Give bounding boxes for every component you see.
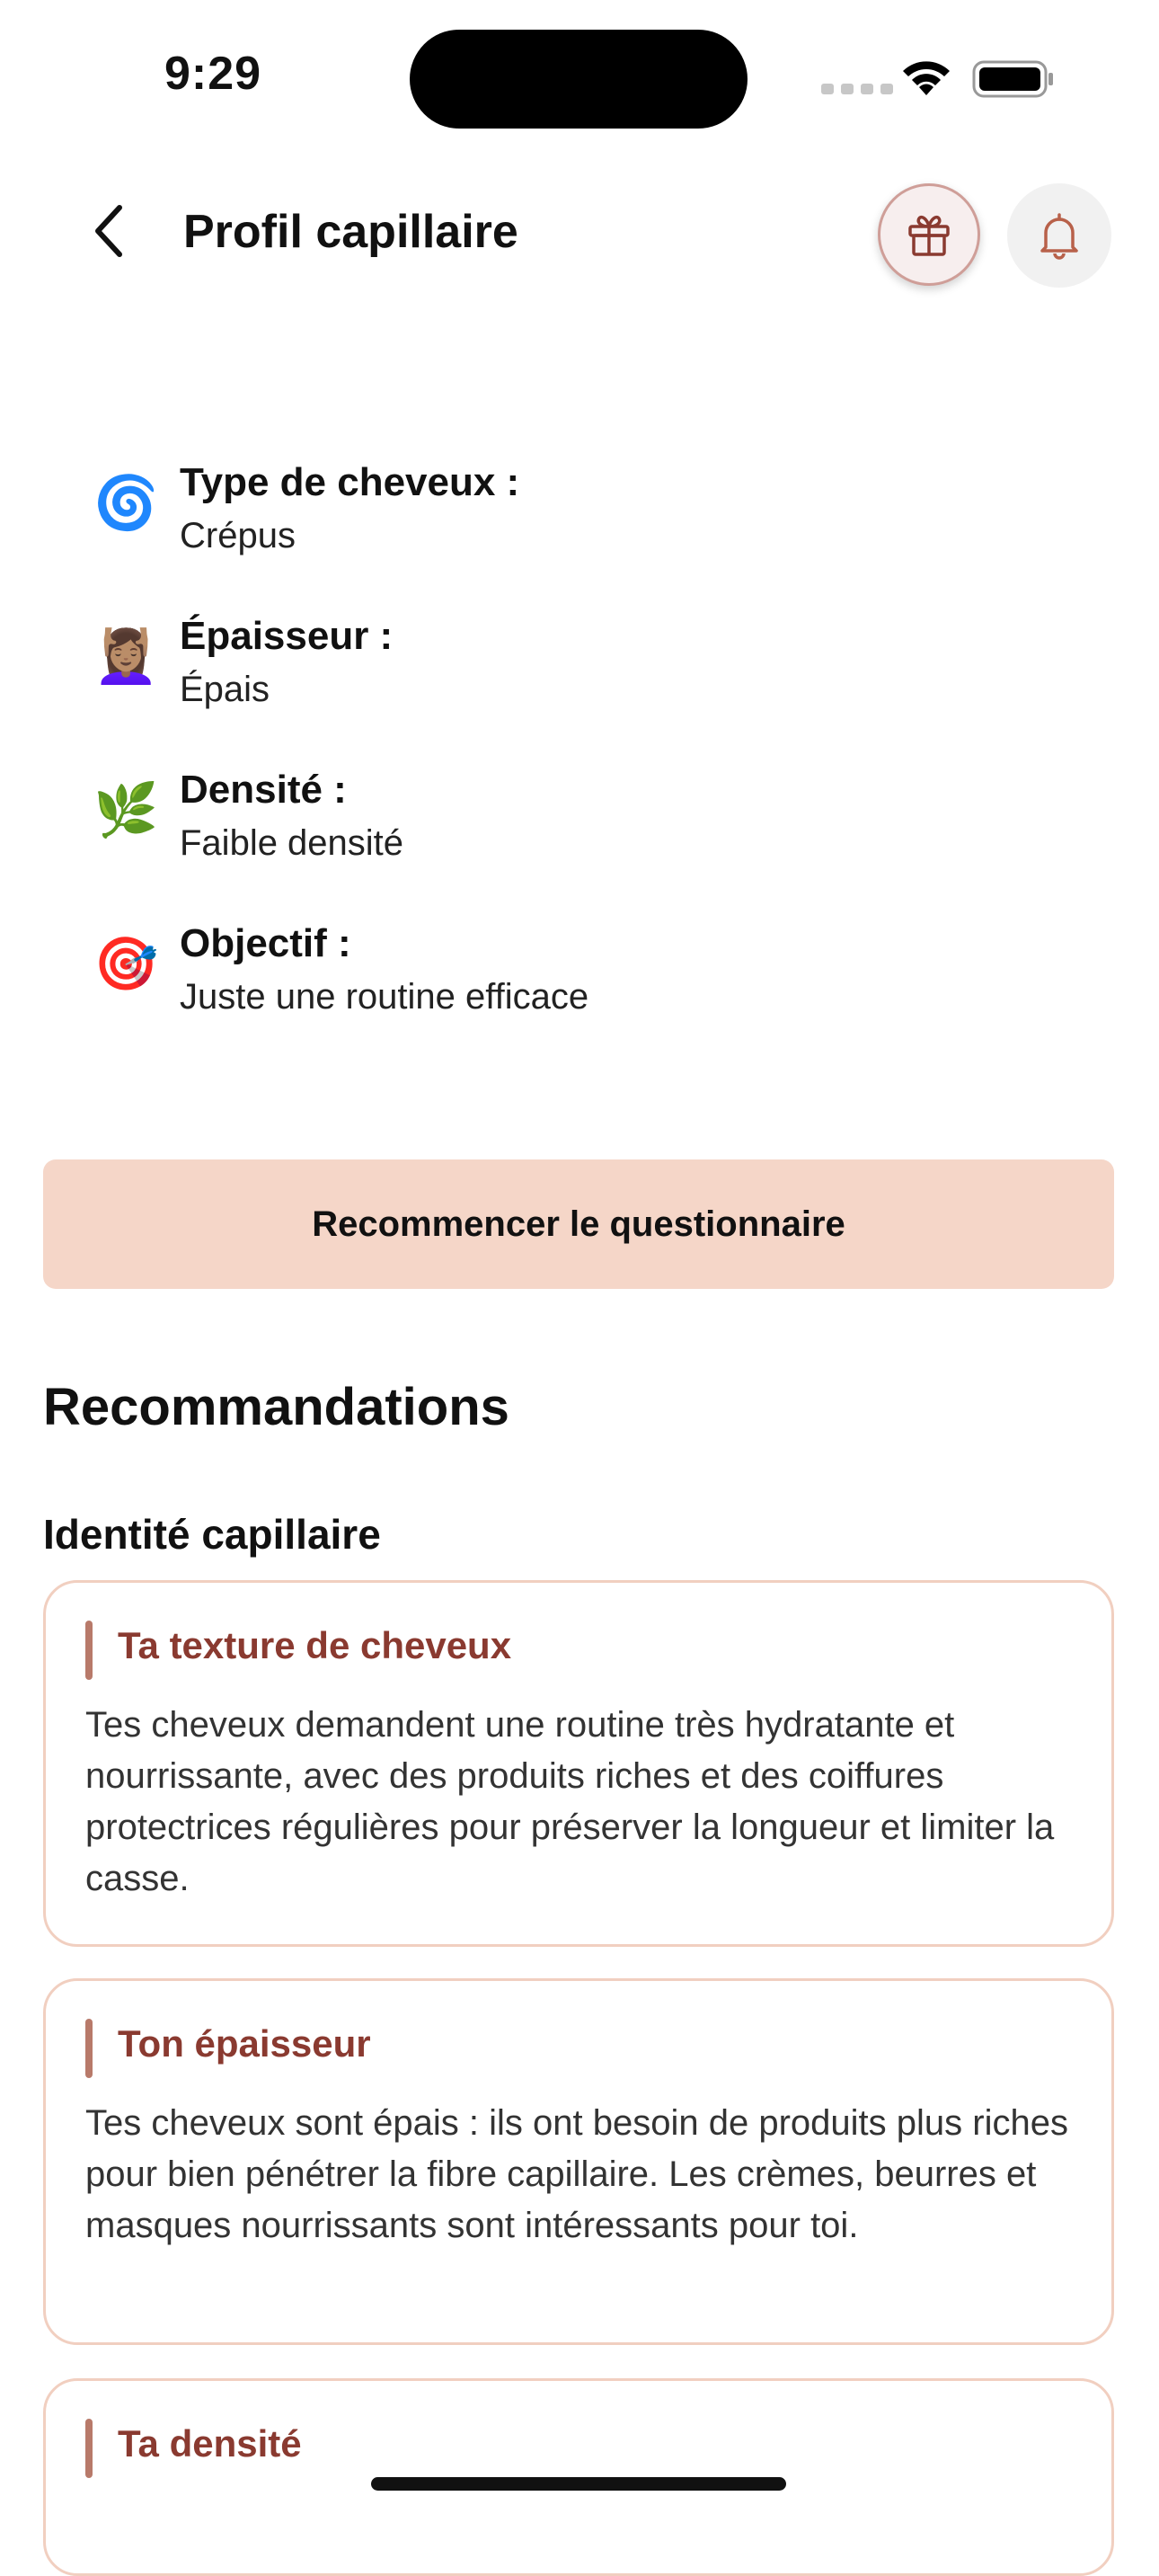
profile-label: Épaisseur :: [180, 614, 394, 658]
card-title: Ta texture de cheveux: [118, 1624, 512, 1666]
gift-icon: [906, 211, 952, 258]
card-body: Tes cheveux sont épais : ils ont besoin de produits plus riches pour bien pénétrer la fibre capillaire. Les crèmes, beurres et masques nourrissants sont intéressants pour toi.: [85, 2103, 1068, 2245]
profile-value: Juste une routine efficace: [180, 977, 589, 1017]
wifi-icon: [899, 56, 953, 102]
chevron-left-icon: [91, 204, 127, 258]
target-icon: 🎯: [93, 935, 159, 993]
card-title: Ta densité: [118, 2422, 302, 2465]
back-button[interactable]: [77, 200, 140, 262]
recommendation-card-thickness: [43, 1978, 1114, 2345]
herb-icon: 🌿: [93, 781, 159, 839]
profile-summary: [93, 460, 1082, 1075]
profile-row-goal: [93, 921, 1082, 1075]
page-title: Profil capillaire: [183, 206, 518, 258]
profile-row-density: [93, 768, 1082, 921]
card-accent-bar: [85, 1621, 93, 1680]
profile-label: Type de cheveux :: [180, 460, 520, 504]
profile-value: Faible densité: [180, 823, 404, 863]
card-accent-bar: [85, 2419, 93, 2478]
bell-icon: [1037, 211, 1082, 260]
battery-icon: [972, 59, 1055, 103]
status-time: 9:29: [164, 48, 262, 100]
cyclone-icon: 🌀: [93, 474, 159, 532]
home-indicator: [371, 2477, 786, 2491]
profile-value: Épais: [180, 670, 270, 709]
nav-header: [0, 171, 1159, 297]
head-massage-icon: 💆🏽‍♀️: [93, 627, 159, 686]
cellular-signal-icon: [821, 84, 893, 94]
profile-row-thickness: [93, 614, 1082, 768]
recommendation-card-texture: [43, 1580, 1114, 1947]
gift-button[interactable]: [878, 183, 980, 286]
profile-label: Densité :: [180, 768, 347, 812]
card-body: Tes cheveux demandent une routine très hydratante et nourrissante, avec des produits riches et des coiffures protectrices régulières pour préserver la longueur et limiter la casse.: [85, 1705, 1055, 1898]
profile-label: Objectif :: [180, 921, 351, 965]
restart-questionnaire-button[interactable]: Recommencer le questionnaire: [43, 1159, 1114, 1289]
recommendations-heading: Recommandations: [43, 1378, 509, 1436]
status-bar: [0, 0, 1159, 153]
card-title: Ton épaisseur: [118, 2022, 371, 2065]
notifications-button[interactable]: [1007, 183, 1111, 288]
section-heading: Identité capillaire: [43, 1511, 381, 1558]
dynamic-island: [410, 30, 748, 129]
profile-value: Crépus: [180, 516, 296, 555]
card-accent-bar: [85, 2019, 93, 2078]
profile-row-hair-type: [93, 460, 1082, 614]
